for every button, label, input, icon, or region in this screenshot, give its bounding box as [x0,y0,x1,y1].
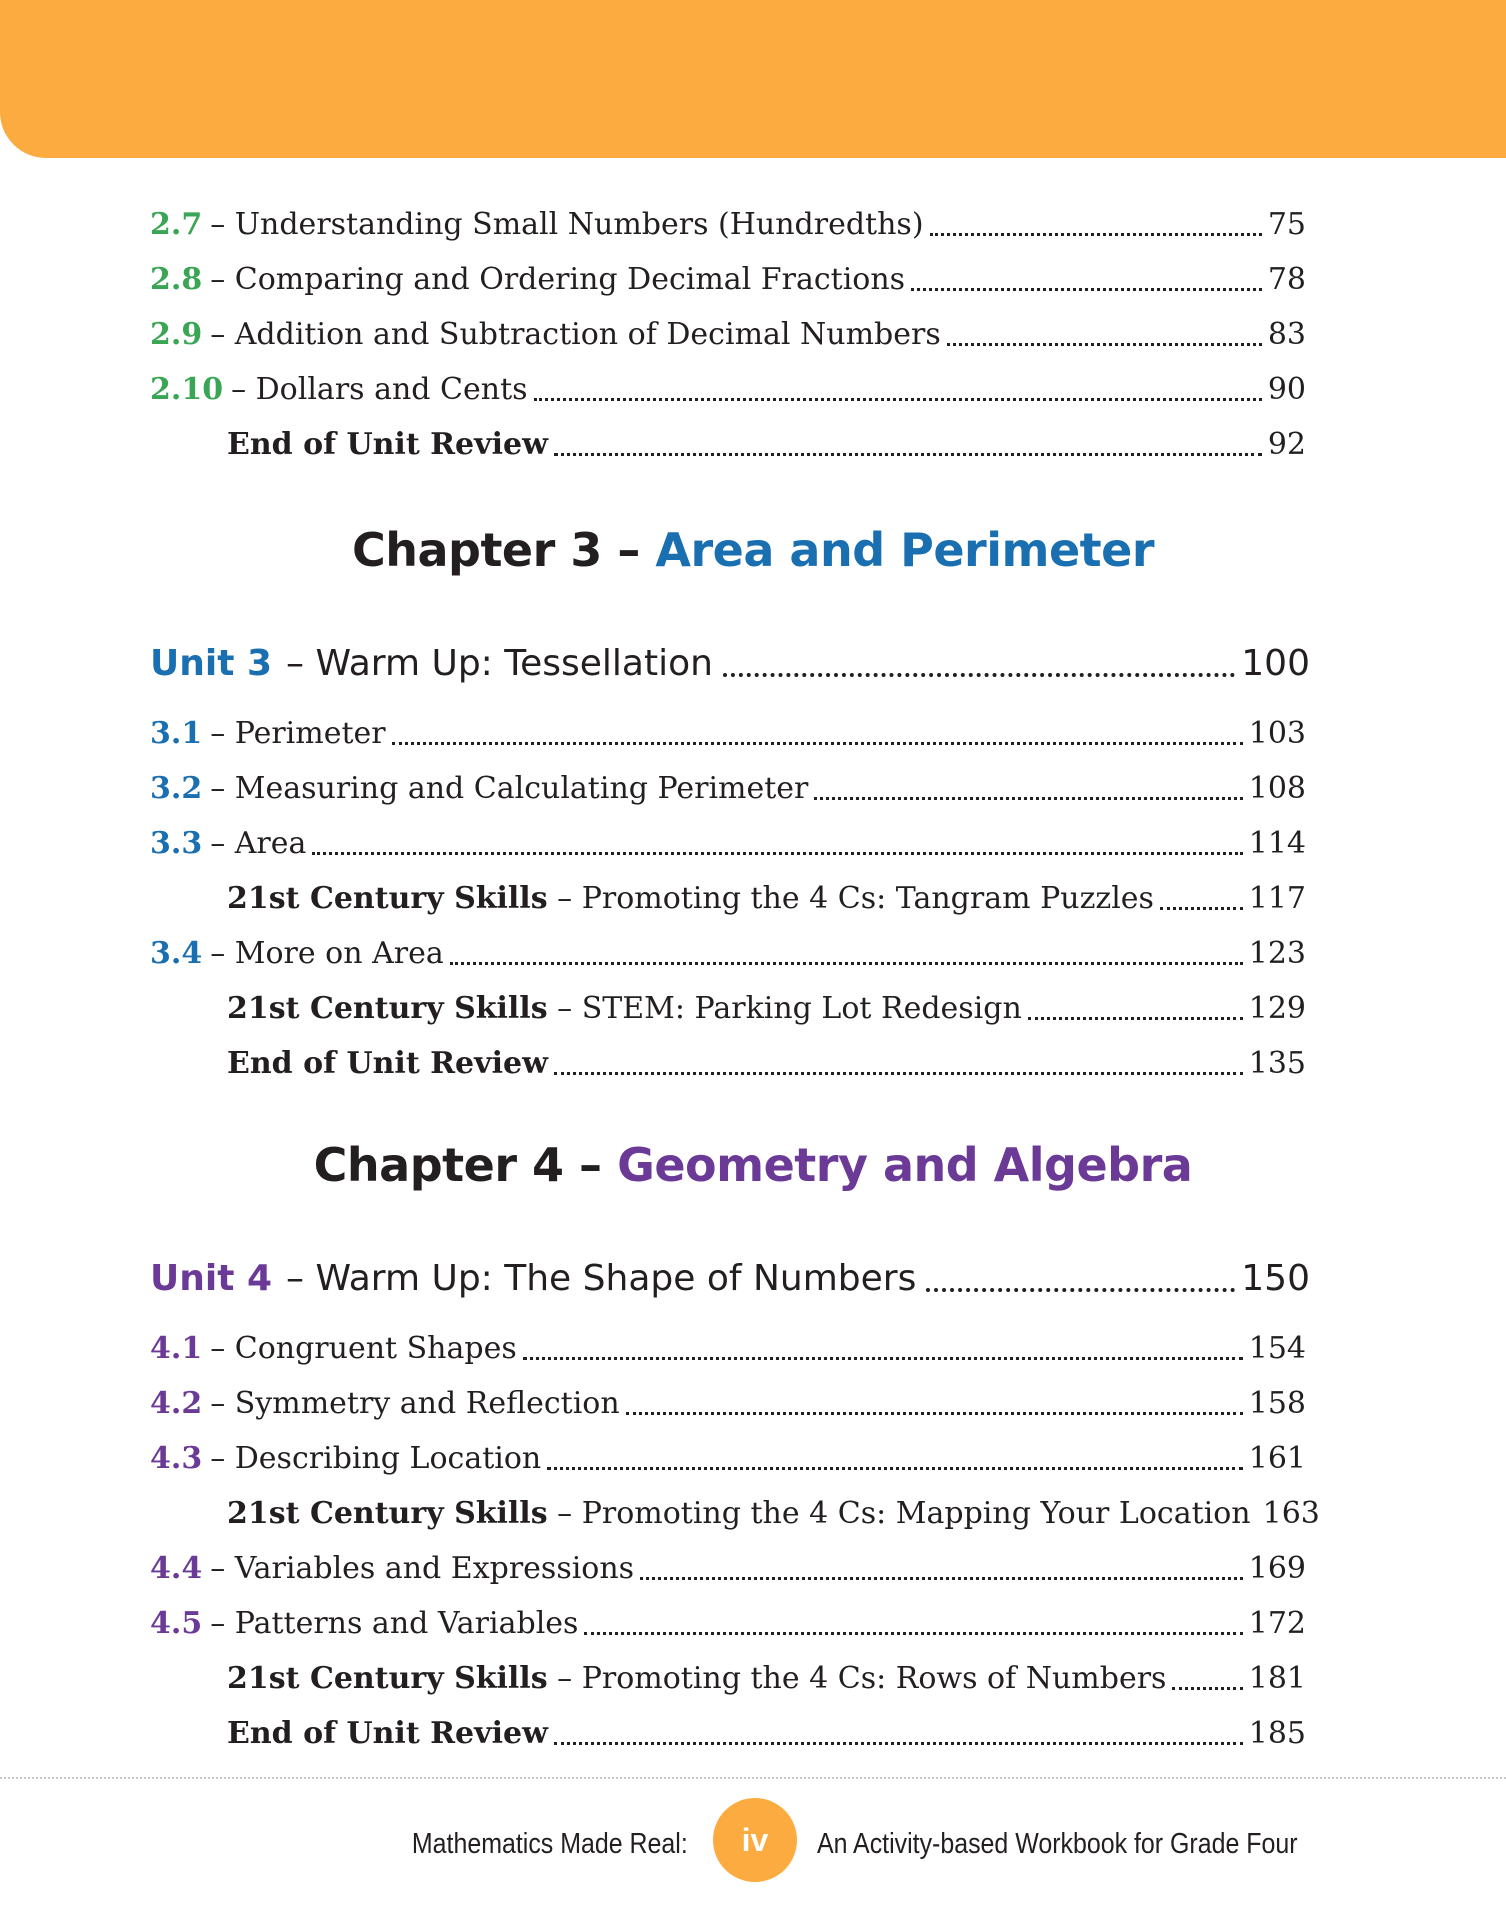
toc-entry-3-skills-stem[interactable] [150,989,1306,1029]
section-title: – Variables and Expressions [210,1551,635,1586]
section-title: – Area [210,826,307,861]
page-number-badge: iv [713,1798,797,1882]
dot-leader [312,851,1242,855]
section-number: 3.2 [150,771,203,806]
toc-entry-3-4[interactable] [150,934,1306,974]
toc-entry-3-3[interactable] [150,824,1306,864]
page-number: 150 [1241,1258,1310,1299]
toc-entry-2-9[interactable] [150,315,1306,355]
section-number: 4.2 [150,1386,203,1421]
dot-leader [723,672,1235,677]
chapter-4-heading [0,1137,1506,1193]
section-number: 3.3 [150,826,203,861]
section-title: – Comparing and Ordering Decimal Fractions [210,262,906,297]
unit-3-heading[interactable] [150,641,1310,687]
toc-entry-unit2-review[interactable] [150,425,1306,465]
dot-leader [584,1631,1242,1635]
dot-leader [392,741,1243,745]
chapter-3-heading [0,522,1506,578]
toc-entry-4-2[interactable] [150,1384,1306,1424]
section-title: – Congruent Shapes [210,1331,517,1366]
section-number: 4.3 [150,1441,203,1476]
header-banner [0,0,1506,158]
page-number: 100 [1241,643,1310,684]
section-title: – Symmetry and Reflection [210,1386,620,1421]
chapter-prefix: Chapter 4 – [313,1138,618,1192]
page-number: 114 [1248,826,1306,861]
dot-leader [534,397,1262,401]
toc-entry-unit3-review[interactable] [150,1044,1306,1084]
page-number: 163 [1262,1496,1320,1531]
page-footer [0,1798,1506,1888]
toc-entry-3-2[interactable] [150,769,1306,809]
page-number: 108 [1248,771,1306,806]
page-number: 75 [1267,207,1306,242]
dot-leader [1172,1686,1242,1690]
toc-entry-2-8[interactable] [150,260,1306,300]
footer-book-title: Mathematics Made Real: [412,1828,688,1860]
dot-leader [911,287,1262,291]
page-number: 123 [1248,936,1306,971]
toc-entry-3-1[interactable] [150,714,1306,754]
page-number: 103 [1248,716,1306,751]
unit-label: Unit 3 [150,643,272,684]
footer-book-subtitle: An Activity-based Workbook for Grade Four [817,1828,1298,1860]
section-title: 21st Century Skills – Promoting the 4 Cs: Mapping Your Location [227,1496,1251,1531]
unit-label: Unit 4 [150,1258,272,1299]
page-number: 161 [1248,1441,1306,1476]
page-number: 83 [1267,317,1306,352]
page-number: 90 [1267,372,1306,407]
page-number: 78 [1267,262,1306,297]
toc-entry-4-5[interactable] [150,1604,1306,1644]
section-title: End of Unit Review [227,1716,548,1751]
toc-entry-unit4-review[interactable] [150,1714,1306,1754]
section-number: 3.1 [150,716,203,751]
dot-leader [523,1356,1243,1360]
page-number: 129 [1248,991,1306,1026]
page-number: 92 [1267,427,1306,462]
section-number: 2.7 [150,207,203,242]
section-title: – Understanding Small Numbers (Hundredths) [210,207,924,242]
page-number: 169 [1248,1551,1306,1586]
section-title: End of Unit Review [227,427,548,462]
section-title: 21st Century Skills – Promoting the 4 Cs: Rows of Numbers [227,1661,1167,1696]
page-number: 181 [1248,1661,1306,1696]
chapter-name: Area and Perimeter [655,523,1155,577]
dot-leader [1160,906,1243,910]
section-title: End of Unit Review [227,1046,548,1081]
dot-leader [450,961,1243,965]
unit-4-heading[interactable] [150,1256,1310,1302]
dot-leader [926,1287,1235,1292]
dot-leader [554,1741,1243,1745]
toc-entry-3-skills-tangram[interactable] [150,879,1306,919]
toc-entry-2-7[interactable] [150,205,1306,245]
toc-entry-4-skills-mapping[interactable] [150,1494,1320,1534]
footer-divider [0,1777,1506,1779]
section-title: – Perimeter [210,716,386,751]
page-number: 158 [1248,1386,1306,1421]
unit-title: – Warm Up: Tessellation [286,643,713,684]
dot-leader [947,342,1262,346]
section-number: 4.5 [150,1606,203,1641]
page-number: 117 [1248,881,1306,916]
toc-entry-4-1[interactable] [150,1329,1306,1369]
toc-entry-4-4[interactable] [150,1549,1306,1589]
toc-entry-4-3[interactable] [150,1439,1306,1479]
section-number: 2.9 [150,317,203,352]
toc-entry-2-10[interactable] [150,370,1306,410]
section-number: 4.1 [150,1331,203,1366]
section-title: – Patterns and Variables [210,1606,579,1641]
page-number: 154 [1248,1331,1306,1366]
dot-leader [814,796,1242,800]
unit-title: – Warm Up: The Shape of Numbers [286,1258,917,1299]
dot-leader [930,232,1262,236]
chapter-name: Geometry and Algebra [617,1138,1193,1192]
section-number: 3.4 [150,936,203,971]
dot-leader [1028,1016,1243,1020]
chapter-prefix: Chapter 3 – [351,523,656,577]
section-title: – Describing Location [210,1441,542,1476]
section-title: – More on Area [210,936,444,971]
dot-leader [554,452,1262,456]
section-title: – Addition and Subtraction of Decimal Numbers [210,317,941,352]
section-title: 21st Century Skills – STEM: Parking Lot Redesign [227,991,1022,1026]
section-number: 2.10 [150,372,224,407]
section-title: 21st Century Skills – Promoting the 4 Cs: Tangram Puzzles [227,881,1154,916]
dot-leader [554,1071,1243,1075]
section-number: 4.4 [150,1551,203,1586]
section-title: – Dollars and Cents [231,372,528,407]
page-number: 185 [1248,1716,1306,1751]
dot-leader [640,1576,1243,1580]
dot-leader [626,1411,1243,1415]
page-number: 135 [1248,1046,1306,1081]
toc-entry-4-skills-rows[interactable] [150,1659,1306,1699]
page-number: 172 [1248,1606,1306,1641]
dot-leader [547,1466,1242,1470]
section-title: – Measuring and Calculating Perimeter [210,771,809,806]
section-number: 2.8 [150,262,203,297]
